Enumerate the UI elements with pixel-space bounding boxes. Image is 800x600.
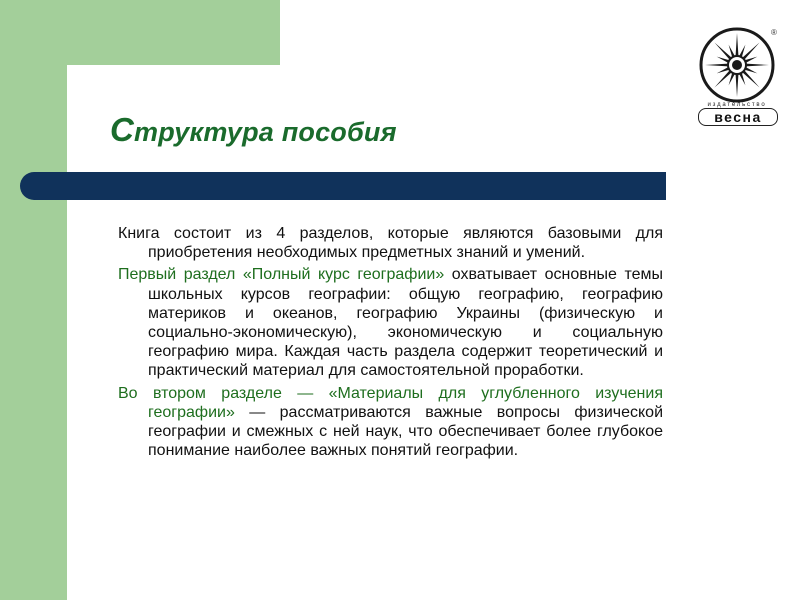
slide-title-rest: труктура пособия <box>134 117 397 147</box>
paragraph-2 <box>118 265 663 380</box>
paragraph-2-highlight: Первый раздел «Полный курс географии» <box>118 266 445 284</box>
paragraph-2-text: охватывает основные темы школьных курсов географии: общую географию, географию материков и океанов, географию Украины (физическую и социально-экономическую), экономическую и социальную географию мира. Каждая часть раздела содержит теоретический и практический материал для самостоятельной проработки. <box>148 266 664 380</box>
paragraph-1 <box>118 224 663 262</box>
registered-mark: ® <box>771 28 777 37</box>
left-green-strip <box>0 0 67 600</box>
paragraph-3-text: — рассматриваются важные вопросы физической географии и смежных с ней наук, что обеспечивает более глубокое понимание наиболее важных понятий географии. <box>148 403 663 460</box>
top-green-block <box>67 0 280 65</box>
title-divider-bar <box>20 172 666 200</box>
paragraph-1-text: Книга состоит из 4 разделов, которые являются базовыми для приобретения необходимых предметных знаний и умений. <box>118 225 663 262</box>
logo-publisher-label: издательство <box>707 102 767 108</box>
logo-name: весна <box>698 108 778 126</box>
paragraph-3-highlight: Во втором разделе — «Материалы для углубленного изучения географии» <box>118 384 663 421</box>
slide-body <box>118 224 663 463</box>
slide-title <box>110 111 397 149</box>
paragraph-3 <box>118 384 663 461</box>
slide-title-initial: С <box>110 111 135 148</box>
